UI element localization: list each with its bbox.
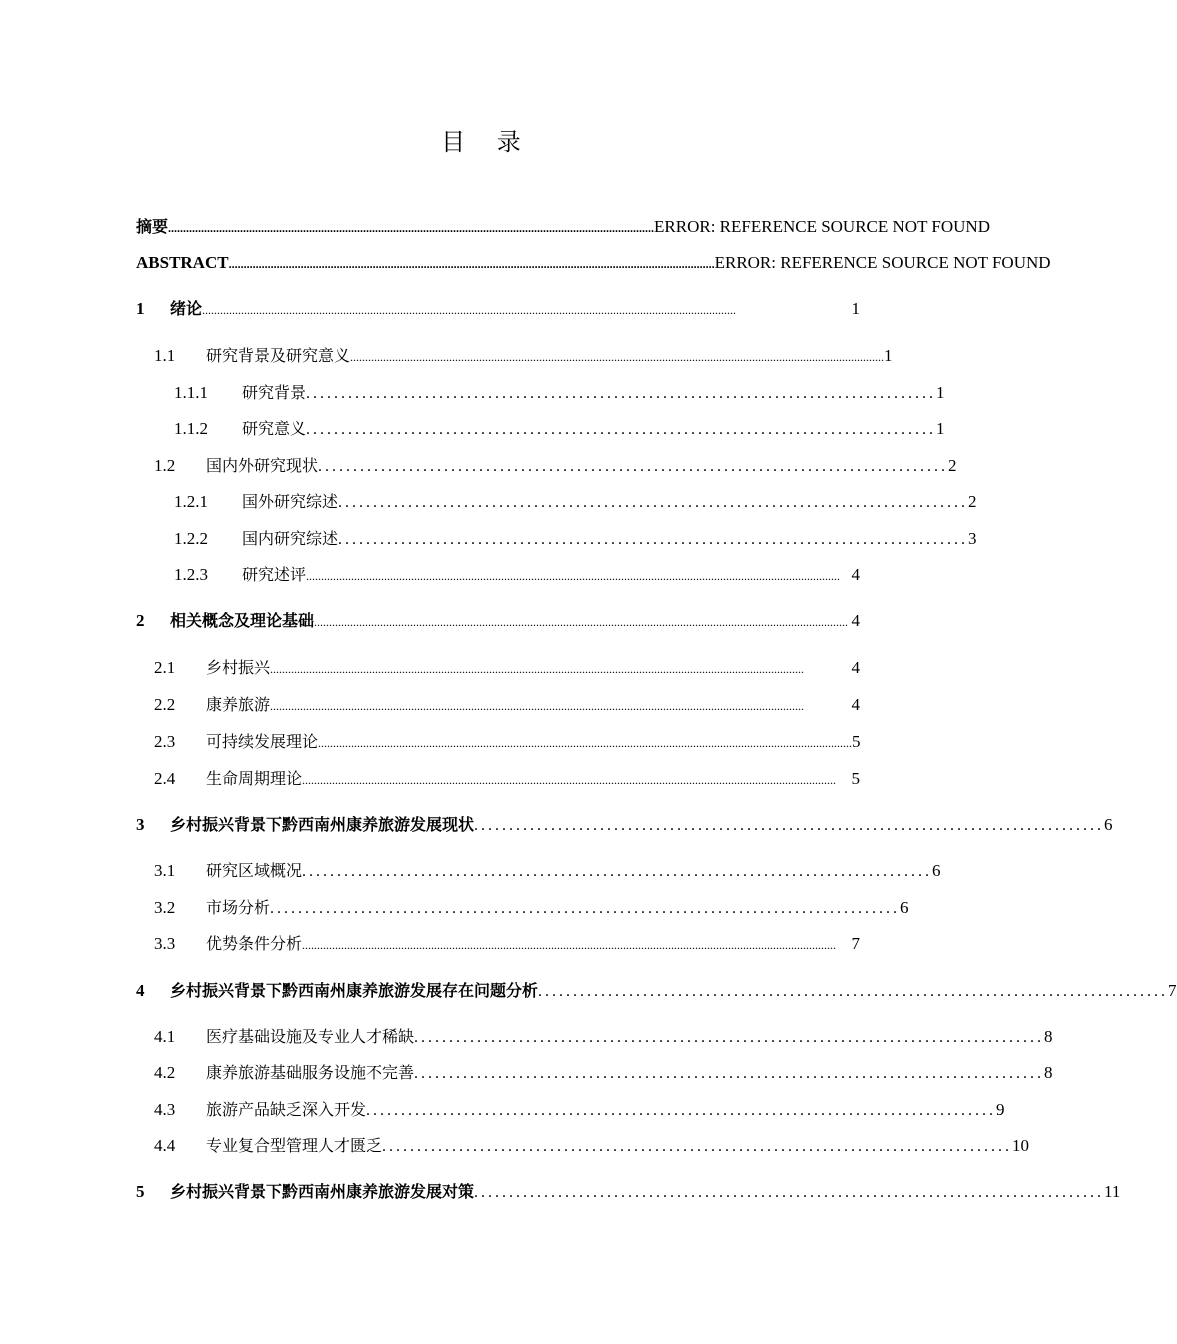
toc-number: 2.3 bbox=[154, 732, 176, 751]
dot-leader: .................................................................................................................................................................................. bbox=[306, 569, 841, 583]
toc-number: 4 bbox=[136, 981, 145, 1000]
dot-leader: .................................................................................................................................................................................. bbox=[302, 938, 837, 952]
toc-label: 乡村振兴 bbox=[206, 658, 271, 677]
toc-entry-3-2[interactable] bbox=[154, 897, 909, 920]
toc-page: 8 bbox=[1044, 1063, 1053, 1082]
toc-page: 3 bbox=[968, 529, 977, 548]
toc-entry-1-2-2[interactable] bbox=[174, 528, 977, 551]
toc-page: 8 bbox=[1044, 1027, 1053, 1046]
dot-leader: .......................................................................................... bbox=[306, 385, 937, 402]
toc-page: 9 bbox=[996, 1100, 1005, 1119]
dot-leader: .......................................................................................... bbox=[306, 421, 937, 438]
toc-label: 优势条件分析 bbox=[206, 934, 303, 953]
toc-page: 5 bbox=[851, 769, 860, 788]
toc-entry-2-3[interactable] bbox=[154, 731, 860, 754]
dot-leader: .................................................................................................................................................................................. bbox=[318, 736, 853, 750]
toc-entry-1-1-2[interactable] bbox=[174, 418, 945, 441]
dot-leader: .................................................................................................................................................................................. bbox=[302, 773, 837, 787]
toc-number: 1.1.2 bbox=[174, 419, 208, 438]
toc-entry-3-1[interactable] bbox=[154, 860, 941, 883]
toc-page: 10 bbox=[1012, 1136, 1030, 1155]
toc-label: 可持续发展理论 bbox=[206, 732, 319, 751]
toc-label: 研究述评 bbox=[242, 565, 307, 584]
toc-entry-3-3[interactable] bbox=[154, 933, 860, 956]
toc-label: 绪论 bbox=[170, 299, 203, 318]
toc-number: 5 bbox=[136, 1182, 145, 1201]
toc-page: 4 bbox=[851, 695, 860, 714]
toc-label: 旅游产品缺乏深入开发 bbox=[206, 1100, 367, 1119]
toc-label: 市场分析 bbox=[206, 898, 271, 917]
toc-label: 康养旅游 bbox=[206, 695, 271, 714]
dot-leader: .......................................................................................... bbox=[270, 900, 901, 917]
toc-label: 研究区域概况 bbox=[206, 861, 303, 880]
toc-number: 1.2.2 bbox=[174, 529, 208, 548]
toc-label: 研究背景及研究意义 bbox=[206, 346, 351, 365]
toc-number: 3.3 bbox=[154, 934, 176, 953]
toc-page: ERROR: REFERENCE SOURCE NOT FOUND bbox=[654, 217, 990, 236]
toc-number: 3 bbox=[136, 815, 145, 834]
toc-number: 1.2.3 bbox=[174, 565, 208, 584]
toc-entry-2-1[interactable] bbox=[154, 657, 860, 680]
toc-page: 4 bbox=[851, 658, 860, 677]
toc-label: 专业复合型管理人才匮乏 bbox=[206, 1136, 383, 1155]
toc-entry-1[interactable] bbox=[136, 298, 860, 321]
toc-number: 1 bbox=[136, 299, 145, 318]
toc-entry-4-4[interactable] bbox=[154, 1135, 1030, 1158]
toc-entry-3[interactable] bbox=[136, 814, 1113, 837]
toc-entry-4-2[interactable] bbox=[154, 1062, 1053, 1085]
dot-leader: .......................................................................................... bbox=[474, 817, 1105, 834]
toc-label: 研究背景 bbox=[242, 383, 307, 402]
dot-leader: .......................................................................................... bbox=[338, 531, 969, 548]
dot-leader: .................................................................................................................................................................................. bbox=[270, 662, 805, 676]
toc-page: 1 bbox=[936, 419, 945, 438]
dot-leader: .......................................................................................... bbox=[338, 494, 969, 511]
toc-label: 乡村振兴背景下黔西南州康养旅游发展现状 bbox=[170, 815, 475, 834]
toc-number: 4.2 bbox=[154, 1063, 176, 1082]
toc-number: 1.1.1 bbox=[174, 383, 208, 402]
dot-leader: .................................................................................................................................................................................. bbox=[270, 699, 805, 713]
toc-number: 2.2 bbox=[154, 695, 176, 714]
toc-entry-4-1[interactable] bbox=[154, 1026, 1053, 1049]
toc-entry-1-1-1[interactable] bbox=[174, 382, 945, 405]
toc-label: 康养旅游基础服务设施不完善 bbox=[206, 1063, 415, 1082]
toc-number: 3.1 bbox=[154, 861, 176, 880]
dot-leader: .................................................................................................................................................................................. bbox=[350, 350, 885, 364]
toc-number: 4.3 bbox=[154, 1100, 176, 1119]
dot-leader: .......................................................................................... bbox=[302, 863, 933, 880]
toc-page: 2 bbox=[968, 492, 977, 511]
toc-page: 6 bbox=[932, 861, 941, 880]
dot-leader: .................................................................................................................................................................................. bbox=[202, 303, 737, 317]
toc-label: 国外研究综述 bbox=[242, 492, 339, 511]
toc-number: 1.2 bbox=[154, 456, 176, 475]
page-title: 目 录 bbox=[441, 128, 533, 156]
toc-label: 医疗基础设施及专业人才稀缺 bbox=[206, 1027, 415, 1046]
toc-number: 3.2 bbox=[154, 898, 176, 917]
toc-label: ABSTRACT bbox=[136, 253, 229, 272]
toc-page: 1 bbox=[851, 299, 860, 318]
dot-leader: .................................................................................................................................................................. bbox=[228, 257, 715, 271]
toc-label: 国内外研究现状 bbox=[206, 456, 319, 475]
toc-label: 乡村振兴背景下黔西南州康养旅游发展存在问题分析 bbox=[170, 981, 539, 1000]
toc-page: 7 bbox=[1168, 981, 1177, 1000]
dot-leader: .......................................................................................... bbox=[382, 1138, 1013, 1155]
dot-leader: .......................................................................................... bbox=[318, 458, 949, 475]
toc-entry-1-1[interactable] bbox=[154, 345, 893, 368]
toc-label: 国内研究综述 bbox=[242, 529, 339, 548]
toc-page: 2 bbox=[948, 456, 957, 475]
toc-number: 1.1 bbox=[154, 346, 176, 365]
toc-page: 4 bbox=[851, 611, 860, 630]
dot-leader: .......................................................................................... bbox=[414, 1029, 1045, 1046]
toc-page: 11 bbox=[1104, 1182, 1121, 1201]
toc-page: 6 bbox=[900, 898, 909, 917]
toc-entry-1-2[interactable] bbox=[154, 455, 957, 478]
dot-leader: .......................................................................................... bbox=[366, 1102, 997, 1119]
toc-entry-2-4[interactable] bbox=[154, 768, 860, 791]
toc-entry-2[interactable] bbox=[136, 610, 860, 633]
toc-entry-1-2-3[interactable] bbox=[174, 564, 860, 587]
toc-label: 摘要 bbox=[136, 217, 169, 236]
toc-label: 研究意义 bbox=[242, 419, 307, 438]
toc-page: 1 bbox=[936, 383, 945, 402]
toc-page: 4 bbox=[851, 565, 860, 584]
toc-number: 2.1 bbox=[154, 658, 176, 677]
toc-label: 相关概念及理论基础 bbox=[170, 611, 315, 630]
toc-entry-4-3[interactable] bbox=[154, 1099, 1005, 1122]
dot-leader: .................................................................................................................................................................................. bbox=[314, 615, 849, 629]
dot-leader: .................................................................................................................................................................. bbox=[168, 221, 655, 235]
toc-number: 4.4 bbox=[154, 1136, 176, 1155]
toc-entry-2-2[interactable] bbox=[154, 694, 860, 717]
toc-entry-4[interactable] bbox=[136, 980, 1177, 1003]
dot-leader: .......................................................................................... bbox=[414, 1065, 1045, 1082]
toc-entry-abstract-cn[interactable] bbox=[136, 216, 990, 239]
toc-entry-1-2-1[interactable] bbox=[174, 491, 977, 514]
dot-leader: .......................................................................................... bbox=[474, 1184, 1105, 1201]
dot-leader: .......................................................................................... bbox=[538, 983, 1169, 1000]
toc-page: 5 bbox=[852, 732, 861, 751]
toc-entry-abstract-en[interactable] bbox=[136, 252, 1051, 275]
toc-number: 2 bbox=[136, 611, 145, 630]
toc-entry-5[interactable] bbox=[136, 1181, 1121, 1204]
toc-number: 2.4 bbox=[154, 769, 176, 788]
toc-page: ERROR: REFERENCE SOURCE NOT FOUND bbox=[714, 253, 1051, 272]
toc-page: 1 bbox=[884, 346, 893, 365]
toc-label: 生命周期理论 bbox=[206, 769, 303, 788]
toc-number: 4.1 bbox=[154, 1027, 176, 1046]
toc-number: 1.2.1 bbox=[174, 492, 208, 511]
toc-label: 乡村振兴背景下黔西南州康养旅游发展对策 bbox=[170, 1182, 475, 1201]
toc-page: 7 bbox=[851, 934, 860, 953]
toc-page: 6 bbox=[1104, 815, 1113, 834]
